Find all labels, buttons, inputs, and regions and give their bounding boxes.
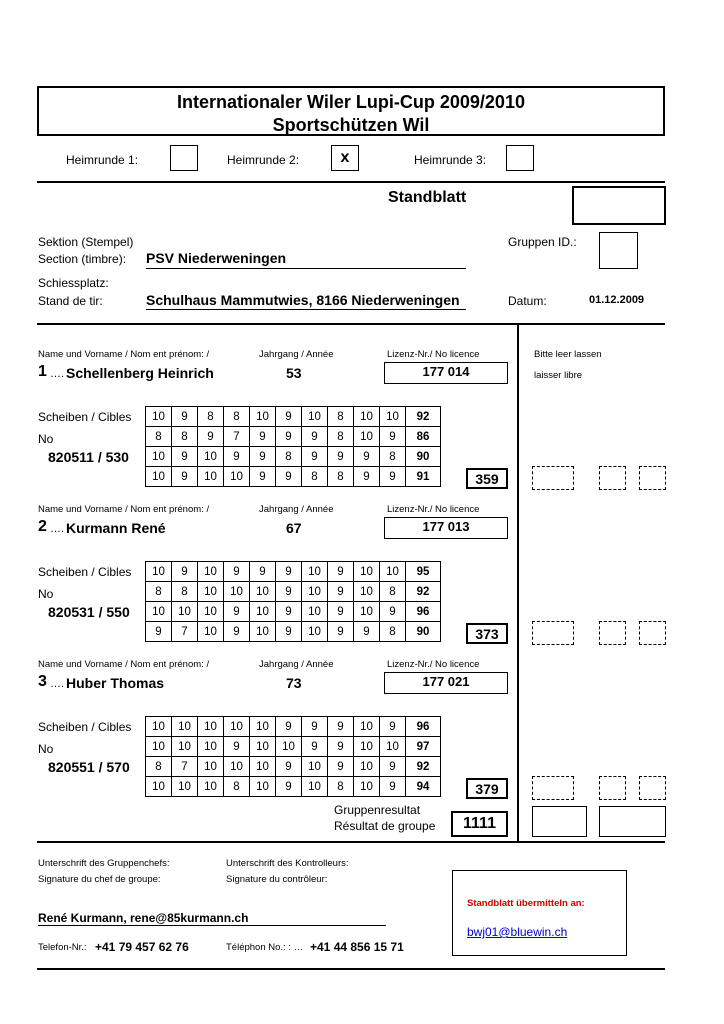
shooter-dots: …. [50, 368, 65, 380]
shot-cell: 8 [328, 467, 354, 487]
submit-label: Standblatt übermitteln an: [467, 898, 585, 909]
row-total-cell: 92 [406, 407, 441, 427]
phone2-label: Téléphon No.: : … [226, 942, 304, 953]
phone2-value: +41 44 856 15 71 [310, 940, 404, 954]
shooter-sum: 373 [466, 623, 508, 644]
shot-cell: 8 [328, 427, 354, 447]
round-1-checkbox[interactable] [170, 145, 198, 171]
shot-cell: 10 [302, 777, 328, 797]
shot-cell: 9 [276, 777, 302, 797]
shot-cell: 9 [224, 602, 250, 622]
shot-cell: 9 [354, 447, 380, 467]
shot-cell: 10 [198, 447, 224, 467]
year-header: Jahrgang / Année [259, 504, 334, 515]
year-header: Jahrgang / Année [259, 349, 334, 360]
no-label: No [38, 432, 54, 446]
licence-box: 177 021 [384, 672, 508, 694]
shot-cell: 10 [380, 737, 406, 757]
shot-cell: 9 [302, 717, 328, 737]
shot-cell: 10 [276, 737, 302, 757]
shot-cell: 10 [224, 757, 250, 777]
shot-cell: 8 [172, 582, 198, 602]
date-value: 01.12.2009 [589, 294, 645, 306]
shot-cell: 10 [146, 447, 172, 467]
shot-cell: 9 [302, 427, 328, 447]
shot-cell: 10 [354, 582, 380, 602]
shot-cell: 10 [198, 717, 224, 737]
shot-cell: 9 [302, 447, 328, 467]
shot-cell: 10 [354, 407, 380, 427]
row-total-cell: 96 [406, 602, 441, 622]
chief-underline [38, 925, 386, 926]
divider [37, 968, 665, 970]
shooter-number: 3 [38, 673, 47, 690]
shot-cell: 9 [172, 447, 198, 467]
round-2-label: Heimrunde 2: [227, 153, 300, 167]
standblatt-title: Standblatt [388, 189, 467, 206]
shot-cell: 10 [146, 467, 172, 487]
shot-cell: 9 [328, 562, 354, 582]
chief-signature-label-fr: Signature du chef de groupe: [38, 874, 161, 885]
shot-cell: 10 [302, 407, 328, 427]
shot-cell: 10 [172, 737, 198, 757]
score-row [146, 467, 441, 487]
shot-cell: 10 [146, 777, 172, 797]
shot-cell: 9 [276, 407, 302, 427]
shooter-year: 53 [286, 365, 302, 381]
shot-cell: 9 [224, 737, 250, 757]
shot-cell: 9 [380, 427, 406, 447]
shot-cell: 10 [224, 582, 250, 602]
group-result-value: 1111 [451, 811, 508, 837]
shot-cell: 10 [146, 602, 172, 622]
empty-dashed-box [639, 776, 666, 800]
score-row [146, 737, 441, 757]
shot-cell: 9 [276, 757, 302, 777]
leave-empty-label: Bitte leer lassen [534, 349, 602, 360]
shot-cell: 9 [328, 447, 354, 467]
shot-cell: 10 [354, 737, 380, 757]
shot-cell: 9 [250, 467, 276, 487]
round-3-label: Heimrunde 3: [414, 153, 487, 167]
name-header: Name und Vorname / Nom ent prénom: / [38, 349, 210, 360]
targets-label: Scheiben / Cibles [38, 565, 132, 579]
empty-dashed-box [532, 621, 574, 645]
section-underline [146, 268, 466, 269]
shot-cell: 8 [198, 407, 224, 427]
score-row [146, 407, 441, 427]
shot-cell: 10 [172, 777, 198, 797]
shot-cell: 9 [380, 717, 406, 737]
shot-cell: 8 [380, 447, 406, 467]
phone-label: Telefon-Nr.: [38, 942, 87, 953]
shot-cell: 8 [146, 427, 172, 447]
shooter-name: Huber Thomas [66, 675, 165, 691]
shot-cell: 10 [302, 582, 328, 602]
score-row [146, 757, 441, 777]
shot-cell: 9 [250, 562, 276, 582]
shooter-dots: …. [50, 523, 65, 535]
licence-header: Lizenz-Nr./ No licence [387, 659, 480, 670]
submit-email-link[interactable]: bwj01@bluewin.ch [467, 925, 568, 939]
shot-cell: 8 [328, 777, 354, 797]
shot-cell: 7 [172, 757, 198, 777]
shot-cell: 10 [302, 602, 328, 622]
row-total-cell: 91 [406, 467, 441, 487]
shot-cell: 10 [198, 562, 224, 582]
shot-cell: 10 [250, 582, 276, 602]
stand-underline [146, 309, 466, 310]
shot-cell: 10 [146, 737, 172, 757]
shot-cell: 10 [380, 562, 406, 582]
shooter-sum: 359 [466, 468, 508, 489]
shot-cell: 10 [380, 407, 406, 427]
shot-cell: 10 [250, 757, 276, 777]
score-grid [145, 406, 441, 487]
empty-box [599, 806, 666, 837]
section-label-de: Sektion (Stempel) [38, 235, 134, 249]
licence-box: 177 014 [384, 362, 508, 384]
shot-cell: 7 [172, 622, 198, 642]
phone-value: +41 79 457 62 76 [95, 940, 189, 954]
score-grid [145, 716, 441, 797]
shot-cell: 10 [224, 467, 250, 487]
stand-label-fr: Stand de tir: [38, 294, 103, 308]
shot-cell: 10 [146, 562, 172, 582]
shot-cell: 9 [276, 427, 302, 447]
shot-cell: 9 [354, 622, 380, 642]
standblatt-box [572, 186, 666, 225]
shot-cell: 10 [224, 717, 250, 737]
row-total-cell: 95 [406, 562, 441, 582]
year-header: Jahrgang / Année [259, 659, 334, 670]
shot-cell: 10 [172, 717, 198, 737]
target-number: 820551 / 570 [48, 759, 130, 775]
shot-cell: 10 [250, 717, 276, 737]
divider [37, 841, 665, 843]
shot-cell: 10 [302, 622, 328, 642]
shot-cell: 10 [354, 562, 380, 582]
empty-dashed-box [532, 776, 574, 800]
chief-name: René Kurmann, rene@85kurmann.ch [38, 911, 249, 925]
shot-cell: 10 [250, 737, 276, 757]
shooter-name: Schellenberg Heinrich [66, 365, 214, 381]
shooter-year: 67 [286, 520, 302, 536]
row-total-cell: 94 [406, 777, 441, 797]
shot-cell: 9 [276, 582, 302, 602]
shot-cell: 10 [354, 427, 380, 447]
target-number: 820511 / 530 [48, 449, 129, 465]
shot-cell: 10 [250, 602, 276, 622]
shot-cell: 9 [172, 562, 198, 582]
shot-cell: 8 [224, 407, 250, 427]
shot-cell: 10 [198, 582, 224, 602]
licence-header: Lizenz-Nr./ No licence [387, 349, 480, 360]
section-label-fr: Section (timbre): [38, 252, 127, 266]
round-2-checkbox[interactable]: x [331, 145, 359, 171]
shot-cell: 9 [380, 777, 406, 797]
shooter-number: 2 [38, 518, 47, 535]
shot-cell: 9 [380, 757, 406, 777]
no-label: No [38, 587, 54, 601]
shooter-sum: 379 [466, 778, 508, 799]
shot-cell: 10 [354, 602, 380, 622]
shot-cell: 10 [198, 777, 224, 797]
shooter-number: 1 [38, 363, 47, 380]
licence-box: 177 013 [384, 517, 508, 539]
shot-cell: 9 [276, 602, 302, 622]
shot-cell: 9 [224, 622, 250, 642]
shot-cell: 9 [172, 467, 198, 487]
stand-label-de: Schiessplatz: [38, 276, 109, 290]
shot-cell: 10 [198, 467, 224, 487]
shot-cell: 9 [146, 622, 172, 642]
shot-cell: 9 [276, 717, 302, 737]
shot-cell: 7 [224, 427, 250, 447]
date-label: Datum: [508, 294, 547, 308]
shot-cell: 10 [250, 622, 276, 642]
score-row [146, 562, 441, 582]
shot-cell: 8 [172, 427, 198, 447]
shot-cell: 8 [146, 582, 172, 602]
target-number: 820531 / 550 [48, 604, 130, 620]
group-result-label-fr: Résultat de groupe [334, 819, 436, 833]
shot-cell: 10 [146, 717, 172, 737]
row-total-cell: 90 [406, 622, 441, 642]
row-total-cell: 92 [406, 757, 441, 777]
divider [37, 323, 665, 325]
stand-value: Schulhaus Mammutwies, 8166 Niederweningen [146, 292, 460, 308]
shot-cell: 10 [354, 777, 380, 797]
shot-cell: 8 [302, 467, 328, 487]
targets-label: Scheiben / Cibles [38, 720, 132, 734]
no-label: No [38, 742, 54, 756]
name-header: Name und Vorname / Nom ent prénom: / [38, 659, 210, 670]
group-id-box [599, 232, 638, 269]
row-total-cell: 90 [406, 447, 441, 467]
score-grid [145, 561, 441, 642]
controller-signature-label-de: Unterschrift des Kontrolleurs: [226, 858, 349, 869]
shot-cell: 10 [198, 757, 224, 777]
controller-signature-label-fr: Signature du contrôleur: [226, 874, 328, 885]
shot-cell: 10 [302, 562, 328, 582]
shot-cell: 8 [224, 777, 250, 797]
shot-cell: 10 [302, 757, 328, 777]
column-separator [517, 324, 519, 841]
empty-dashed-box [599, 466, 626, 490]
row-total-cell: 86 [406, 427, 441, 447]
shot-cell: 10 [354, 757, 380, 777]
score-row [146, 582, 441, 602]
round-1-label: Heimrunde 1: [66, 153, 139, 167]
row-total-cell: 96 [406, 717, 441, 737]
empty-dashed-box [599, 776, 626, 800]
shot-cell: 8 [328, 407, 354, 427]
shot-cell: 9 [276, 622, 302, 642]
page-subtitle: Sportschützen Wil [272, 115, 430, 135]
section-value: PSV Niederweningen [146, 250, 287, 266]
shot-cell: 9 [250, 447, 276, 467]
shot-cell: 10 [198, 737, 224, 757]
shot-cell: 9 [276, 467, 302, 487]
shot-cell: 9 [224, 447, 250, 467]
shot-cell: 9 [328, 602, 354, 622]
empty-dashed-box [532, 466, 574, 490]
targets-label: Scheiben / Cibles [38, 410, 132, 424]
chief-signature-label-de: Unterschrift des Gruppenchefs: [38, 858, 170, 869]
shot-cell: 9 [328, 582, 354, 602]
divider [37, 181, 665, 183]
shot-cell: 10 [198, 622, 224, 642]
shot-cell: 10 [354, 717, 380, 737]
shot-cell: 9 [224, 562, 250, 582]
shot-cell: 8 [380, 582, 406, 602]
submit-box [452, 870, 627, 956]
shot-cell: 8 [380, 622, 406, 642]
shot-cell: 10 [250, 777, 276, 797]
shot-cell: 10 [198, 602, 224, 622]
empty-dashed-box [639, 621, 666, 645]
shot-cell: 9 [380, 467, 406, 487]
score-row [146, 602, 441, 622]
shot-cell: 9 [328, 622, 354, 642]
shot-cell: 9 [328, 757, 354, 777]
shot-cell: 9 [172, 407, 198, 427]
shot-cell: 9 [354, 467, 380, 487]
shot-cell: 9 [328, 737, 354, 757]
group-id-label: Gruppen ID.: [508, 235, 577, 249]
score-row [146, 447, 441, 467]
shooter-name: Kurmann René [66, 520, 166, 536]
empty-box [532, 806, 587, 837]
score-row [146, 622, 441, 642]
leave-empty-label-fr: laisser libre [534, 370, 583, 381]
row-total-cell: 92 [406, 582, 441, 602]
empty-dashed-box [599, 621, 626, 645]
shot-cell: 8 [146, 757, 172, 777]
round-3-checkbox[interactable] [506, 145, 534, 171]
shot-cell: 9 [380, 602, 406, 622]
shot-cell: 9 [198, 427, 224, 447]
shooter-year: 73 [286, 675, 302, 691]
score-row [146, 427, 441, 447]
shot-cell: 9 [250, 427, 276, 447]
shot-cell: 9 [276, 562, 302, 582]
row-total-cell: 97 [406, 737, 441, 757]
group-result-label-de: Gruppenresultat [334, 803, 421, 817]
shot-cell: 9 [302, 737, 328, 757]
score-row [146, 777, 441, 797]
shot-cell: 10 [250, 407, 276, 427]
shot-cell: 8 [276, 447, 302, 467]
shot-cell: 10 [146, 407, 172, 427]
licence-header: Lizenz-Nr./ No licence [387, 504, 480, 515]
shot-cell: 10 [172, 602, 198, 622]
shot-cell: 9 [328, 717, 354, 737]
empty-dashed-box [639, 466, 666, 490]
name-header: Name und Vorname / Nom ent prénom: / [38, 504, 210, 515]
score-row [146, 717, 441, 737]
shooter-dots: …. [50, 678, 65, 690]
page-title: Internationaler Wiler Lupi-Cup 2009/2010 [177, 92, 525, 112]
